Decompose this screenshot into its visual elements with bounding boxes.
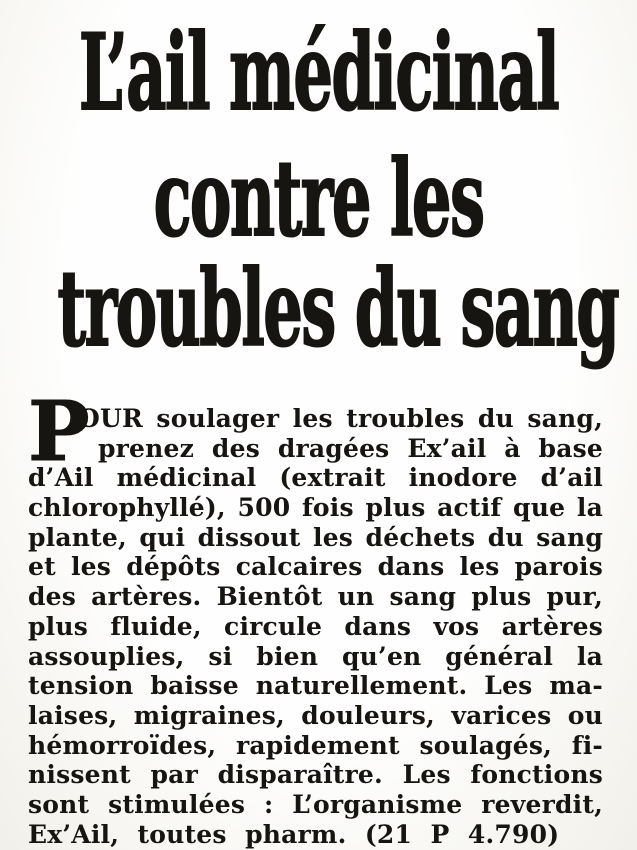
body-line: tension baisse naturellement. Les ma- bbox=[28, 671, 603, 701]
body-line: nissent par disparaître. Les fonctions bbox=[28, 760, 603, 790]
body-line-last: Ex’Ail, toutes pharm. (21 P 4.790) bbox=[28, 819, 560, 849]
headline-line-2: contre les bbox=[153, 136, 484, 260]
body-line: hémorroïdes, rapidement soulagés, fi- bbox=[28, 730, 603, 760]
body-line: plante, qui dissout les déchets du sang bbox=[28, 522, 603, 552]
dropcap-letter: P bbox=[28, 384, 90, 480]
body-line: sont stimulées : L’organisme reverdit, bbox=[28, 789, 603, 819]
body-line: plus fluide, circule dans vos artères bbox=[28, 611, 603, 641]
headline-line-1: L’ail médicinal bbox=[78, 10, 559, 134]
body-line: prenez des dragées Ex’ail à base bbox=[98, 433, 603, 463]
body-line: OUR soulager les troubles du sang, bbox=[78, 404, 603, 433]
headline bbox=[0, 0, 637, 370]
body-paragraph bbox=[28, 384, 603, 849]
body-line: des artères. Bientôt un sang plus pur, bbox=[28, 582, 603, 612]
body-line: d’Ail médicinal (extrait inodore d’ail bbox=[28, 463, 603, 493]
body-line: laises, migraines, douleurs, varices ou bbox=[28, 700, 603, 730]
body-line: assouplies, si bien qu’en général la bbox=[28, 641, 603, 671]
body-line: chlorophyllé), 500 fois plus actif que la bbox=[28, 493, 603, 523]
headline-line-3: troubles du sang bbox=[57, 246, 619, 370]
body-line: et les dépôts calcaires dans les parois bbox=[28, 552, 603, 582]
